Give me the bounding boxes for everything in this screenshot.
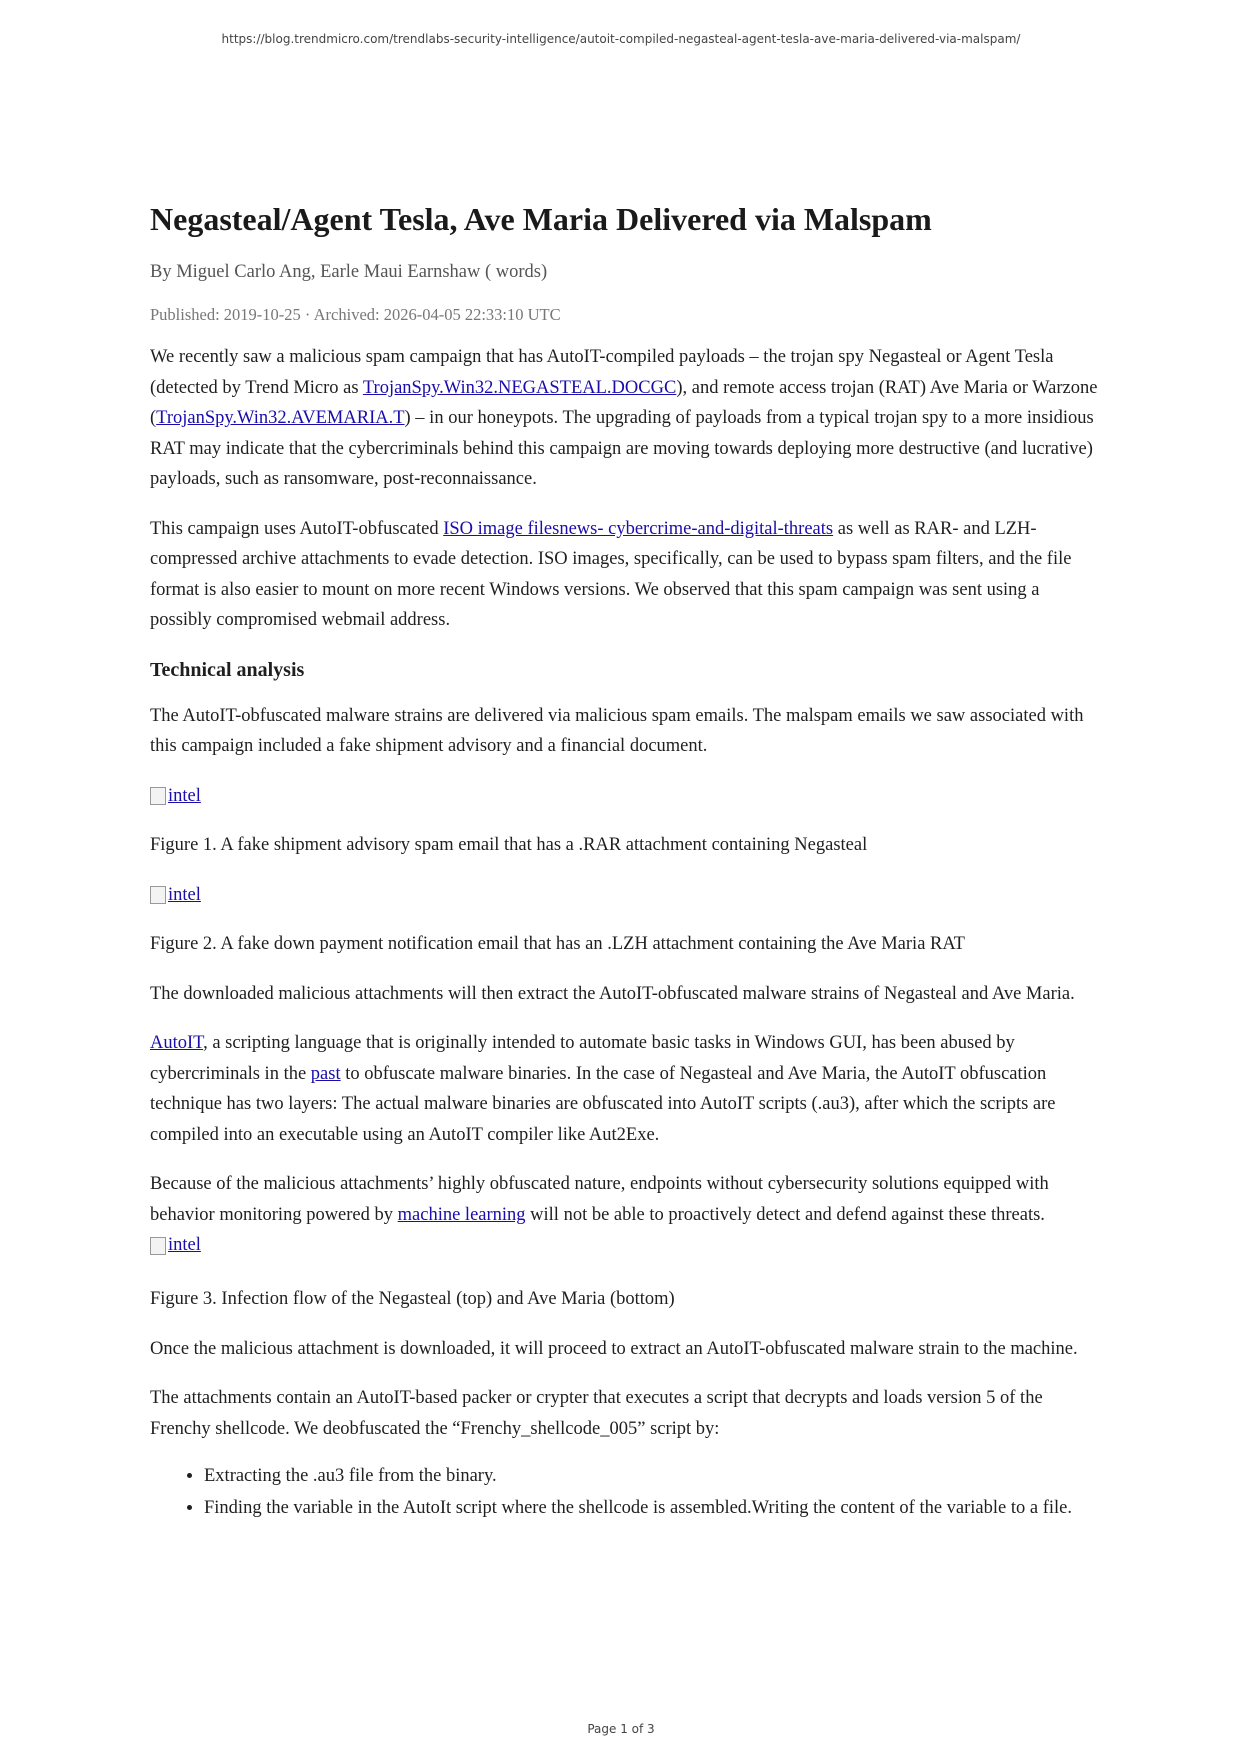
paragraph-obfuscation: Because of the malicious attachments’ highly obfuscated nature, endpoints without cybersecurity solutions equipped with behavior monitoring powered by machine learning will not be able to proactively detect and defend against these threats. intel [150,1169,1100,1265]
link-negasteal-detection[interactable]: TrojanSpy.Win32.NEGASTEAL.DOCGC [362,377,677,398]
paragraph-extraction: The downloaded malicious attachments will then extract the AutoIT-obfuscated malware strains of Negasteal and Ave Maria. [150,983,1075,1004]
broken-image-icon [150,787,166,805]
broken-image-icon [150,886,166,904]
article-title: Negasteal/Agent Tesla, Ave Maria Delivered via Malspam [150,201,932,237]
figure-2-image [150,880,1100,911]
page-number: Page 1 of 3 [587,1722,655,1736]
figure-2-caption: Figure 2. A fake down payment notification email that has an .LZH attachment containing the Ave Maria RAT [150,934,965,955]
source-url: https://blog.trendmicro.com/trendlabs-security-intelligence/autoit-compiled-negasteal-agent-tesla-ave-maria-delivered-via-malspam/ [221,32,1021,46]
link-avemaria-detection[interactable]: TrojanSpy.Win32.AVEMARIA.T [156,408,405,429]
figure-2-image-link[interactable]: intel [150,880,201,911]
link-iso-image-files[interactable]: ISO image filesnews- cybercrime-and-digital-threats [443,518,834,539]
article-meta: Published: 2019-10-25 · Archived: 2026-04-05 22:33:10 UTC [150,305,561,325]
figure-1-image [150,781,1100,812]
section-heading-technical-analysis: Technical analysis [150,658,305,681]
paragraph-download: Once the malicious attachment is downloaded, it will proceed to extract an AutoIT-obfuscated malware strain to the machine. [150,1338,1078,1359]
link-autoit[interactable]: AutoIT [150,1033,204,1054]
figure-1-caption: Figure 1. A fake shipment advisory spam email that has a .RAR attachment containing Negasteal [150,835,868,856]
link-past[interactable]: past [310,1063,341,1084]
paragraph-intro: We recently saw a malicious spam campaign that has AutoIT-compiled payloads – the trojan spy Negasteal or Agent Tesla (detected by Trend Micro as TrojanSpy.Win32.NEGASTEAL.DOCGC), and remote access trojan (RAT) Ave Maria or Warzone (TrojanSpy.Win32.AVEMARIA.T) – in our honeypots. The upgrading of payloads from a typical trojan spy to a more insidious RAT may indicate that the cybercriminals behind this campaign are moving towards deploying more destructive (and lucrative) payloads, such as ransomware, post-reconnaissance. [150,347,1098,490]
paragraph-campaign: This campaign uses AutoIT-obfuscated ISO image filesnews- cybercrime-and-digital-threats as well as RAR- and LZH-compressed archive attachments to evade detection. ISO images, specifically, can be used to bypass spam filters, and the file format is also easier to mount on more recent Windows versions. We observed that this spam campaign was sent using a possibly compromised webmail address. [150,518,1072,631]
list-item: • Finding the variable in the AutoIt script where the shellcode is assembled.Writing the content of the variable to a file. [204,1493,1100,1525]
paragraph-packer: The attachments contain an AutoIT-based packer or crypter that executes a script that decrypts and loads version 5 of the Frenchy shellcode. We deobfuscated the “Frenchy_shellcode_005” script by: [150,1388,1043,1439]
article-byline: By Miguel Carlo Ang, Earle Maui Earnshaw ( words) [150,262,548,283]
broken-image-icon [150,1237,166,1255]
list-item: • Extracting the .au3 file from the binary. [204,1461,1100,1493]
paragraph-autoit: AutoIT, a scripting language that is originally intended to automate basic tasks in Windows GUI, has been abused by cybercriminals in the past to obfuscate malware binaries. In the case of Negasteal and Ave Maria, the AutoIT obfuscation technique has two layers: The actual malware binaries are obfuscated into AutoIT scripts (.au3), after which the scripts are compiled into an executable using an AutoIT compiler like Aut2Exe. [150,1033,1056,1145]
figure-1-image-link[interactable]: intel [150,781,201,812]
figure-3-caption: Figure 3. Infection flow of the Negasteal (top) and Ave Maria (bottom) [150,1289,675,1310]
deobfuscation-steps-list [150,1461,1100,1524]
link-machine-learning[interactable]: machine learning [397,1204,526,1225]
article [150,200,1100,1524]
figure-3-image-link[interactable]: intel [150,1230,201,1261]
paragraph-delivery: The AutoIT-obfuscated malware strains are delivered via malicious spam emails. The malspam emails we saw associated with this campaign included a fake shipment advisory and a financial document. [150,705,1084,757]
